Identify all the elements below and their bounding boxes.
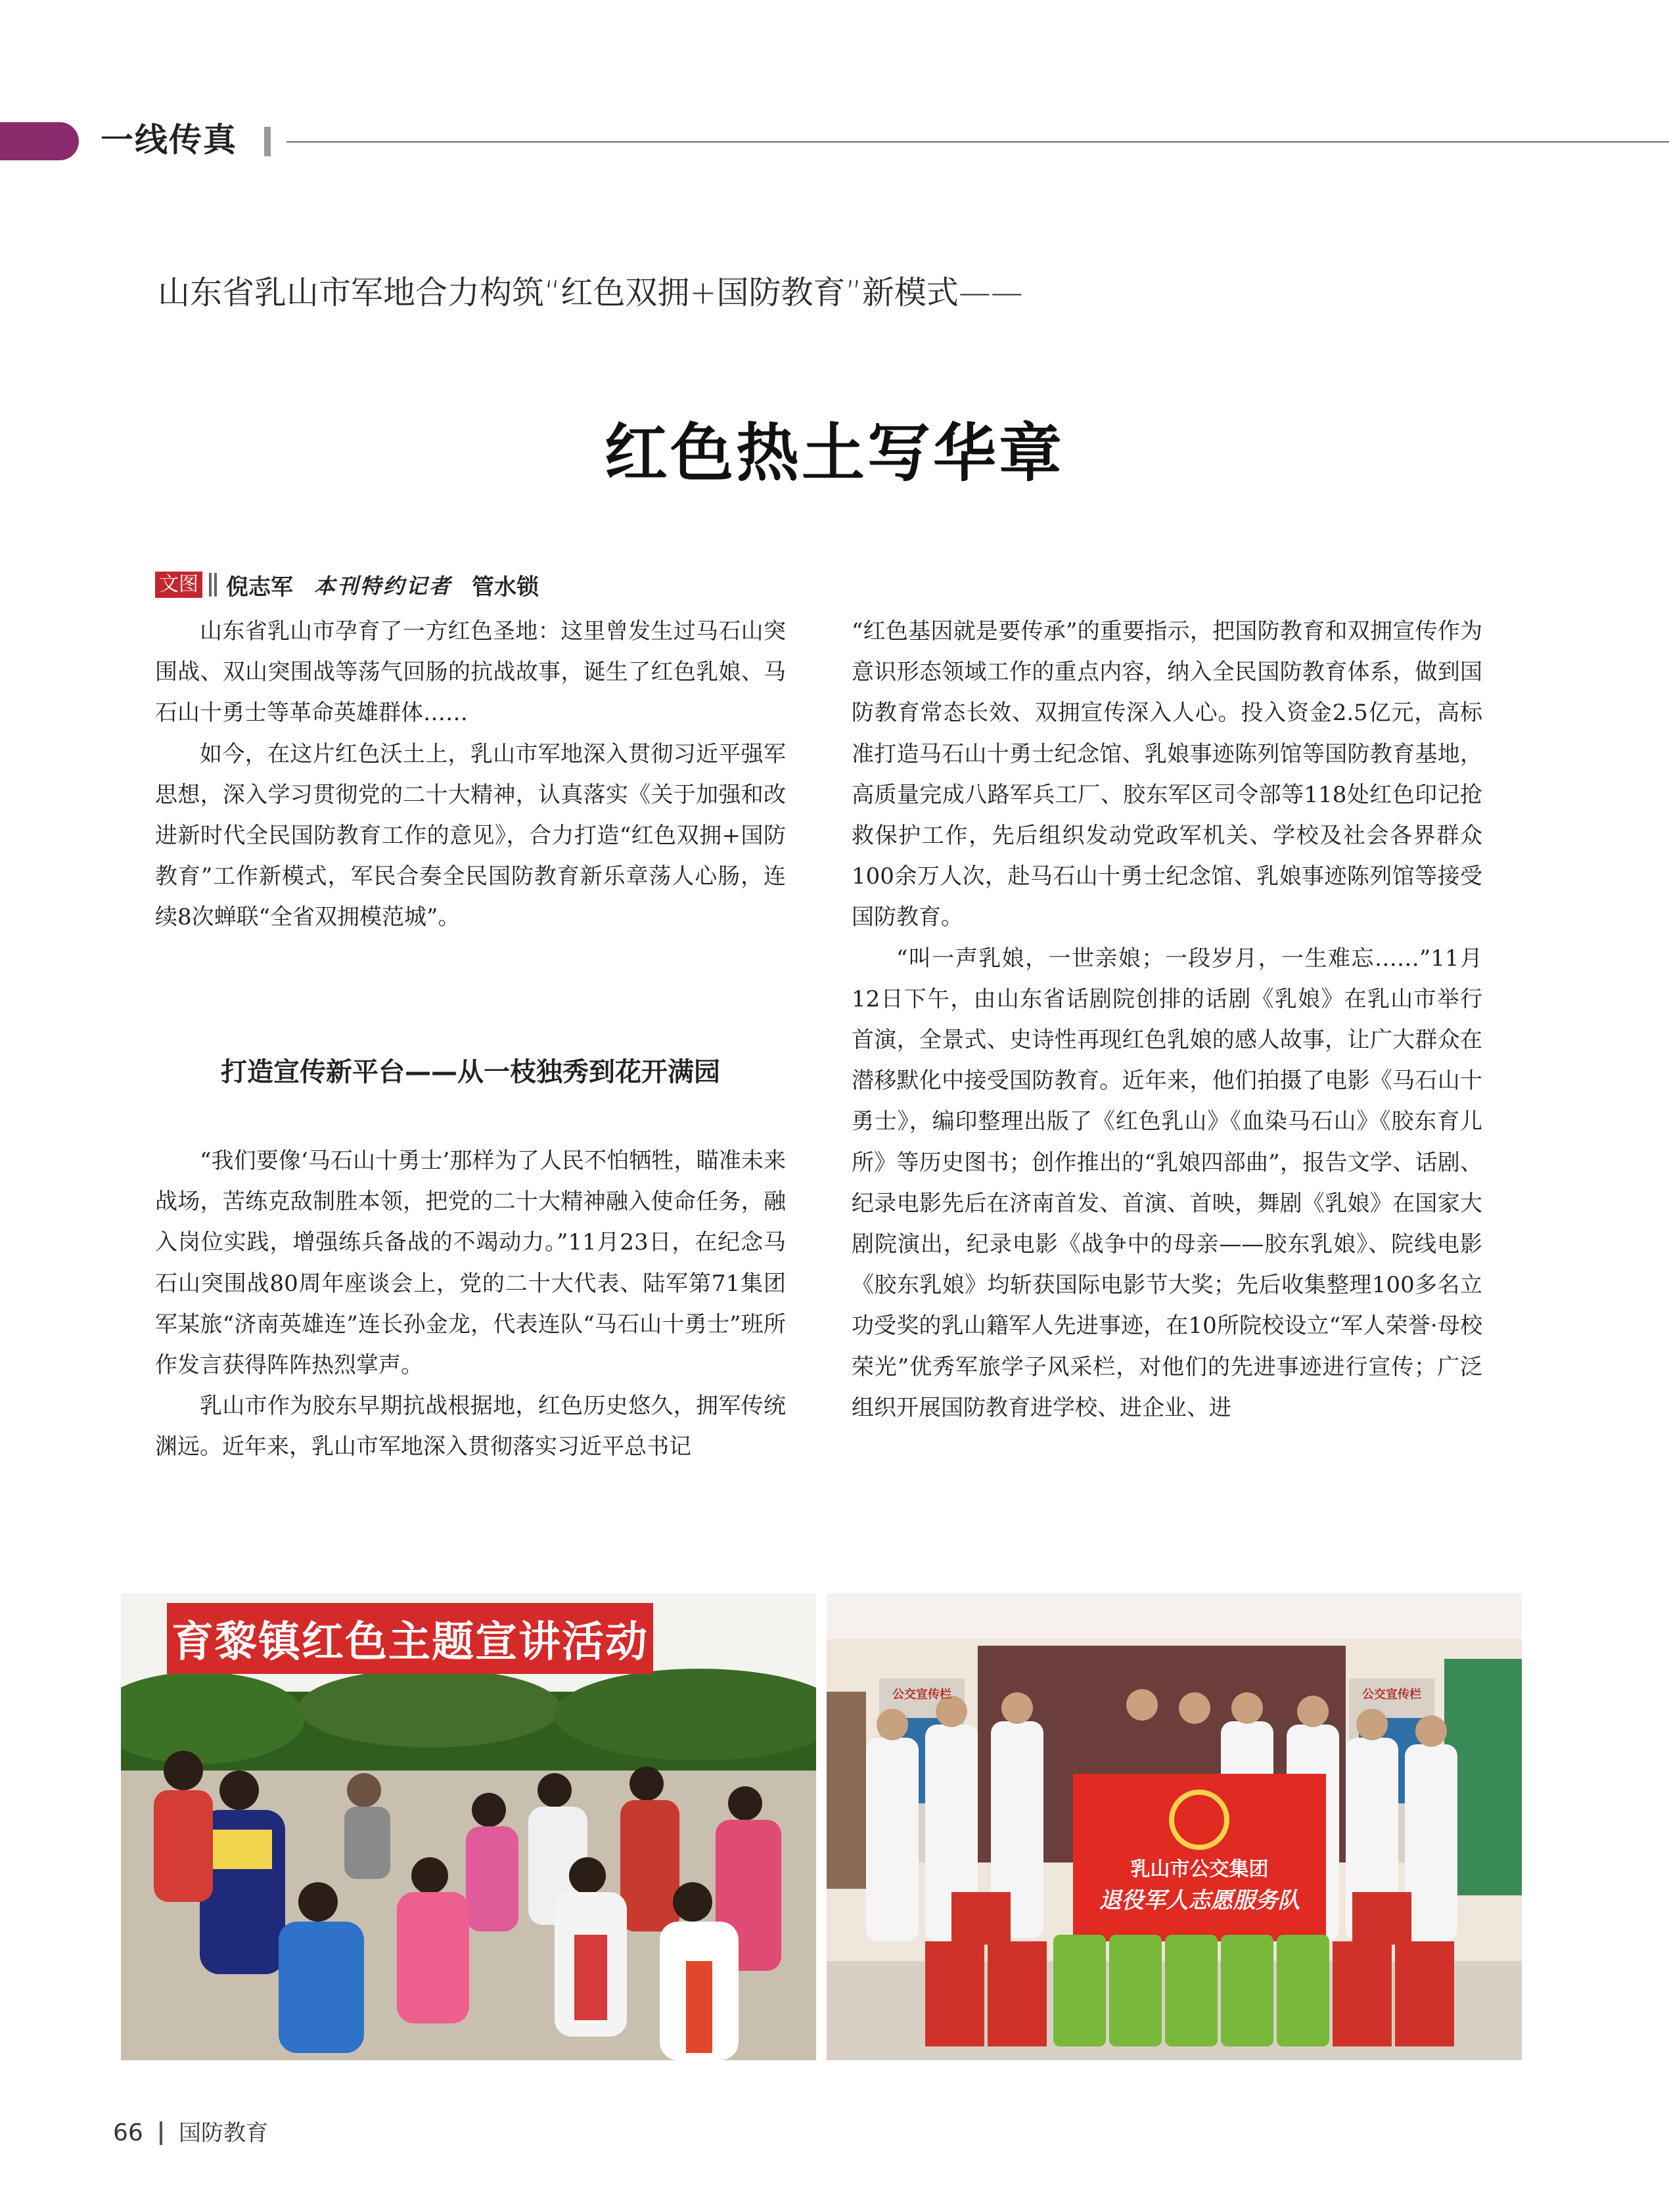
magazine-name: 国防教育 <box>179 2120 268 2146</box>
byline-tag: 文图 <box>155 572 202 598</box>
flag-line-1: 乳山市公交集团 <box>1130 1858 1269 1881</box>
photo-veteran-volunteer-team-scene <box>827 1593 1522 2060</box>
section-divider-bar <box>264 127 271 156</box>
photo-red-theme-lecture <box>121 1593 816 2060</box>
body-paragraph: “我们要像‘马石山十勇士’那样为了人民不怕牺牲，瞄准未来战场，苦练克敌制胜本领，把党的二十大精神融入使命任务，融入岗位实践，增强练兵备战的不竭动力。”11月23日，在纪念马石山突围战80周年座谈会上，党的二十大代表、陆军第71集团军某旅“济南英雄连”连长孙金龙，代表连队“马石山十勇士”班所作发言获得阵阵热烈掌声。 <box>155 1148 786 1379</box>
section-label: 一线传真 <box>101 121 237 159</box>
body-paragraph: “红色基因就是要传承”的重要指示，把国防教育和双拥宣传作为意识形态领域工作的重点内容，纳入全民国防教育体系，做到国防教育常态长效、双拥宣传深入人心。投入资金2.5亿元，高标准打造马石山十勇士纪念馆、乳娘事迹陈列馆等国防教育基地，高质量完成八路军兵工厂、胶东军区司令部等118处红色印记抢救保护工作，先后组织发动党政军机关、学校及社会各界群众100余万人次，赴马石山十勇士纪念馆、乳娘事迹陈列馆等接受国防教育。 <box>852 618 1482 931</box>
footer-divider <box>160 2121 162 2145</box>
page-number: 66 <box>113 2119 143 2146</box>
byline-author-2: 管水锁 <box>472 574 539 600</box>
byline-divider <box>209 573 212 597</box>
body-column-left-top <box>155 611 786 938</box>
header-rule <box>286 141 1669 143</box>
body-paragraph: 乳山市作为胶东早期抗战根据地，红色历史悠久，拥军传统渊远。近年来，乳山市军地深入贯彻落实习近平总书记 <box>155 1393 786 1460</box>
photo1-banner-text: 育黎镇红色主题宣讲活动 <box>171 1618 649 1667</box>
body-column-left-bottom <box>155 1140 786 1468</box>
section-marker-pill <box>0 122 79 160</box>
board-label-left: 公交宣传栏 <box>892 1688 951 1702</box>
board-label-right: 公交宣传栏 <box>1362 1688 1421 1702</box>
body-paragraph: 如今，在这片红色沃土上，乳山市军地深入贯彻习近平强军思想，深入学习贯彻党的二十大精神，认真落实《关于加强和改进新时代全民国防教育工作的意见》，合力打造“红色双拥+国防教育”工作新模式，军民合奏全民国防教育新乐章荡人心肠，连续8次蝉联“全省双拥模范城”。 <box>155 740 786 931</box>
flag-line-2: 退役军人志愿服务队 <box>1099 1887 1300 1914</box>
byline-author-1: 倪志军 <box>226 574 293 600</box>
body-column-right <box>852 611 1482 1428</box>
section-subheading: 打造宣传新平台——从一枝独秀到花开满园 <box>221 1057 720 1087</box>
byline <box>155 570 539 599</box>
photo-veteran-volunteer-team <box>827 1593 1522 2060</box>
byline-role: 本刊特约记者 <box>314 574 453 598</box>
article-kicker: 山东省乳山市军地合力构筑“红色双拥+国防教育”新模式—— <box>158 274 1023 311</box>
body-paragraph: 山东省乳山市孕育了一方红色圣地：这里曾发生过马石山突围战、双山突围战等荡气回肠的抗战故事，诞生了红色乳娘、马石山十勇士等革命英雄群体…… <box>155 618 786 727</box>
body-paragraph: “叫一声乳娘，一世亲娘；一段岁月，一生难忘……”11月12日下午，由山东省话剧院创排的话剧《乳娘》在乳山市举行首演，全景式、史诗性再现红色乳娘的感人故事，让广大群众在潜移默化中接受国防教育。近年来，他们拍摄了电影《马石山十勇士》，编印整理出版了《红色乳山》《血染马石山》《胶东育儿所》等历史图书；创作推出的“乳娘四部曲”，报告文学、话剧、纪录电影先后在济南首发、首演、首映，舞剧《乳娘》在国家大剧院演出，纪录电影《战争中的母亲——胶东乳娘》、院线电影《胶东乳娘》均斩获国际电影节大奖；先后收集整理100多名立功受奖的乳山籍军人先进事迹，在10所院校设立“军人荣誉·母校荣光”优秀军旅学子风采栏，对他们的先进事迹进行宣传；广泛组织开展国防教育进学校、进企业、进 <box>852 945 1482 1421</box>
article-headline: 红色热土写华章 <box>605 417 1064 490</box>
